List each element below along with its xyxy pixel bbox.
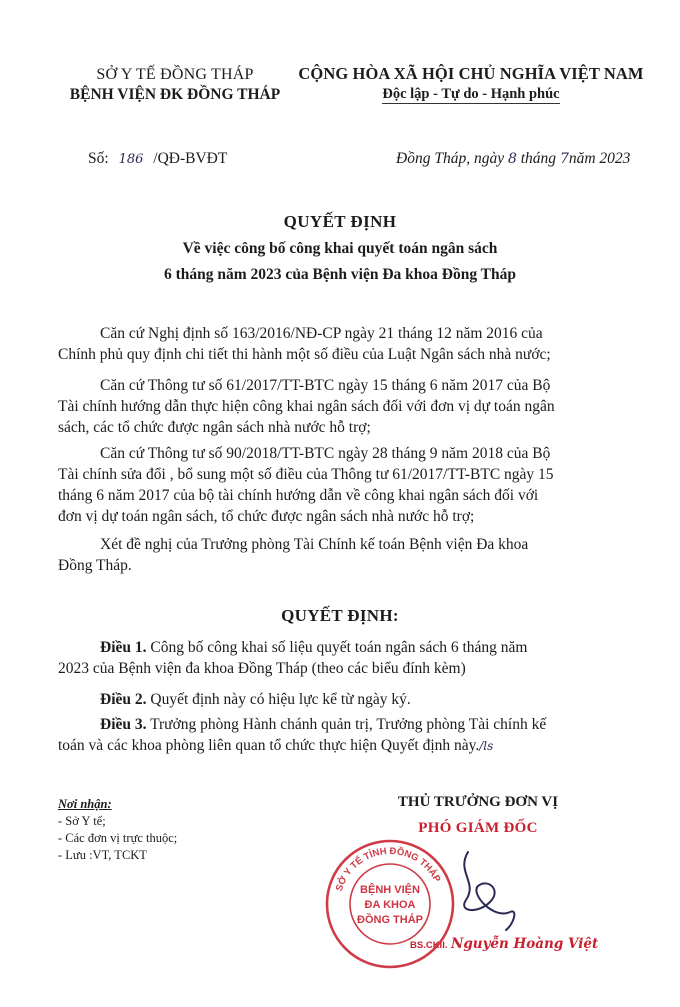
subject-line-2: 6 tháng năm 2023 của Bệnh viện Đa khoa Đồng Tháp — [164, 266, 516, 283]
paragraph-first-line: Xét đề nghị của Trưởng phòng Tài Chính kế toán Bệnh viện Đa khoa — [100, 536, 529, 553]
paragraph-first-line: Căn cứ Thông tư số 61/2017/TT-BTC ngày 15 tháng 6 năm 2017 của Bộ — [100, 377, 551, 394]
article-line — [58, 735, 646, 757]
preamble-paragraph — [58, 375, 646, 438]
recipient-item: - Sở Y tế; — [58, 814, 106, 828]
article-text: Quyết định này có hiệu lực kể từ ngày ký. — [146, 691, 411, 708]
paragraph-first-line: Căn cứ Thông tư số 90/2018/TT-BTC ngày 28 tháng 9 năm 2018 của Bộ — [100, 445, 551, 462]
recipients-title: Nơi nhận: — [58, 797, 112, 811]
handwritten-initial: /ls — [479, 739, 494, 753]
paragraph-line: tháng 6 năm 2017 của bộ tài chính hướng dẫn về công khai ngân sách đối với — [58, 487, 539, 504]
place-prefix: Đồng Tháp, ngày — [396, 150, 505, 167]
signer-prefix: BS.CKII. — [410, 940, 448, 951]
national-heading — [296, 64, 646, 103]
article-first-line — [58, 689, 646, 710]
paragraph-line: Chính phủ quy định chi tiết thi hành một số điều của Luật Ngân sách nhà nước; — [58, 346, 551, 363]
month-label: tháng — [520, 150, 557, 167]
stamp-center-line: ĐỒNG THÁP — [357, 914, 423, 926]
stamp-center-line: ĐA KHOA — [364, 899, 416, 911]
signature-title: THỦ TRƯỞNG ĐƠN VỊ — [397, 794, 559, 810]
paragraph-line: Tài chính hướng dẫn thực hiện công khai ngân sách đối với đơn vị dự toán ngân — [58, 398, 555, 415]
month-handwritten: 7 — [559, 151, 569, 167]
article-label: Điều 2. — [100, 691, 147, 708]
document-title: QUYẾT ĐỊNH — [283, 212, 397, 231]
day-handwritten: 8 — [507, 151, 517, 167]
nation-name: CỘNG HÒA XÃ HỘI CHỦ NGHĨA VIỆT NAM — [298, 64, 644, 83]
preamble-paragraph — [58, 443, 646, 527]
paragraph-first-line: Căn cứ Nghị định số 163/2016/NĐ-CP ngày 21 tháng 12 năm 2016 của — [100, 325, 543, 342]
signer-name: Nguyễn Hoàng Việt — [450, 936, 599, 952]
motto-line — [296, 86, 646, 103]
recipients — [58, 796, 177, 864]
article-first-line — [58, 637, 646, 658]
subject-line-1: Về việc công bố công khai quyết toán ngân sách — [182, 240, 498, 257]
article-2 — [58, 689, 646, 710]
article-first-line — [58, 714, 646, 735]
document-number — [88, 150, 227, 168]
recipient-item: - Các đơn vị trực thuộc; — [58, 831, 178, 845]
preamble-paragraph — [58, 534, 646, 576]
decision-heading: QUYẾT ĐỊNH: — [281, 606, 399, 625]
article-text: Công bố công khai số liệu quyết toán ngân sách 6 tháng năm — [146, 639, 528, 656]
article-text: toán và các khoa phòng liên quan tổ chức thực hiện Quyết định này. — [58, 737, 480, 754]
article-label: Điều 1. — [100, 639, 147, 656]
article-3 — [58, 714, 646, 757]
docno-handwritten: 186 — [118, 152, 144, 167]
docno-prefix: Số: — [88, 150, 109, 167]
stamp-center-line: BỆNH VIỆN — [360, 884, 420, 896]
article-label: Điều 3. — [100, 716, 147, 733]
article-text: Trưởng phòng Hành chánh quản trị, Trưởng phòng Tài chính kế — [146, 716, 547, 733]
issuing-org — [60, 66, 290, 104]
year-text: năm 2023 — [568, 150, 631, 167]
signature-position: PHÓ GIÁM ĐỐC — [418, 820, 538, 836]
paragraph-line: sách, các tổ chức được ngân sách nhà nước hỗ trợ; — [58, 419, 371, 436]
paragraph-line: Đồng Tháp. — [58, 557, 132, 574]
paragraph-line: Tài chính sửa đổi , bổ sung một số điều của Thông tư 61/2017/TT-BTC ngày 15 — [58, 466, 554, 483]
recipient-item: - Lưu :VT, TCKT — [58, 848, 147, 862]
org-line-1: SỞ Y TẾ ĐỒNG THÁP — [96, 66, 254, 83]
article-1 — [58, 637, 646, 679]
preamble-paragraph — [58, 323, 646, 365]
signer-name-line — [410, 936, 598, 953]
place-date — [396, 150, 630, 168]
docno-suffix: /QĐ-BVĐT — [153, 150, 228, 167]
handwritten-signature — [448, 842, 528, 938]
paragraph-line: đơn vị dự toán ngân sách, tổ chức được ngân sách nhà nước hỗ trợ; — [58, 508, 475, 525]
stamp-ring-text: SỞ Y TẾ TỈNH ĐỒNG THÁP — [333, 845, 443, 893]
article-line: 2023 của Bệnh viện đa khoa Đồng Tháp (theo các biểu đính kèm) — [58, 660, 466, 677]
org-line-2: BỆNH VIỆN ĐK ĐỒNG THÁP — [69, 86, 281, 103]
motto: Độc lập - Tự do - Hạnh phúc — [382, 86, 560, 102]
